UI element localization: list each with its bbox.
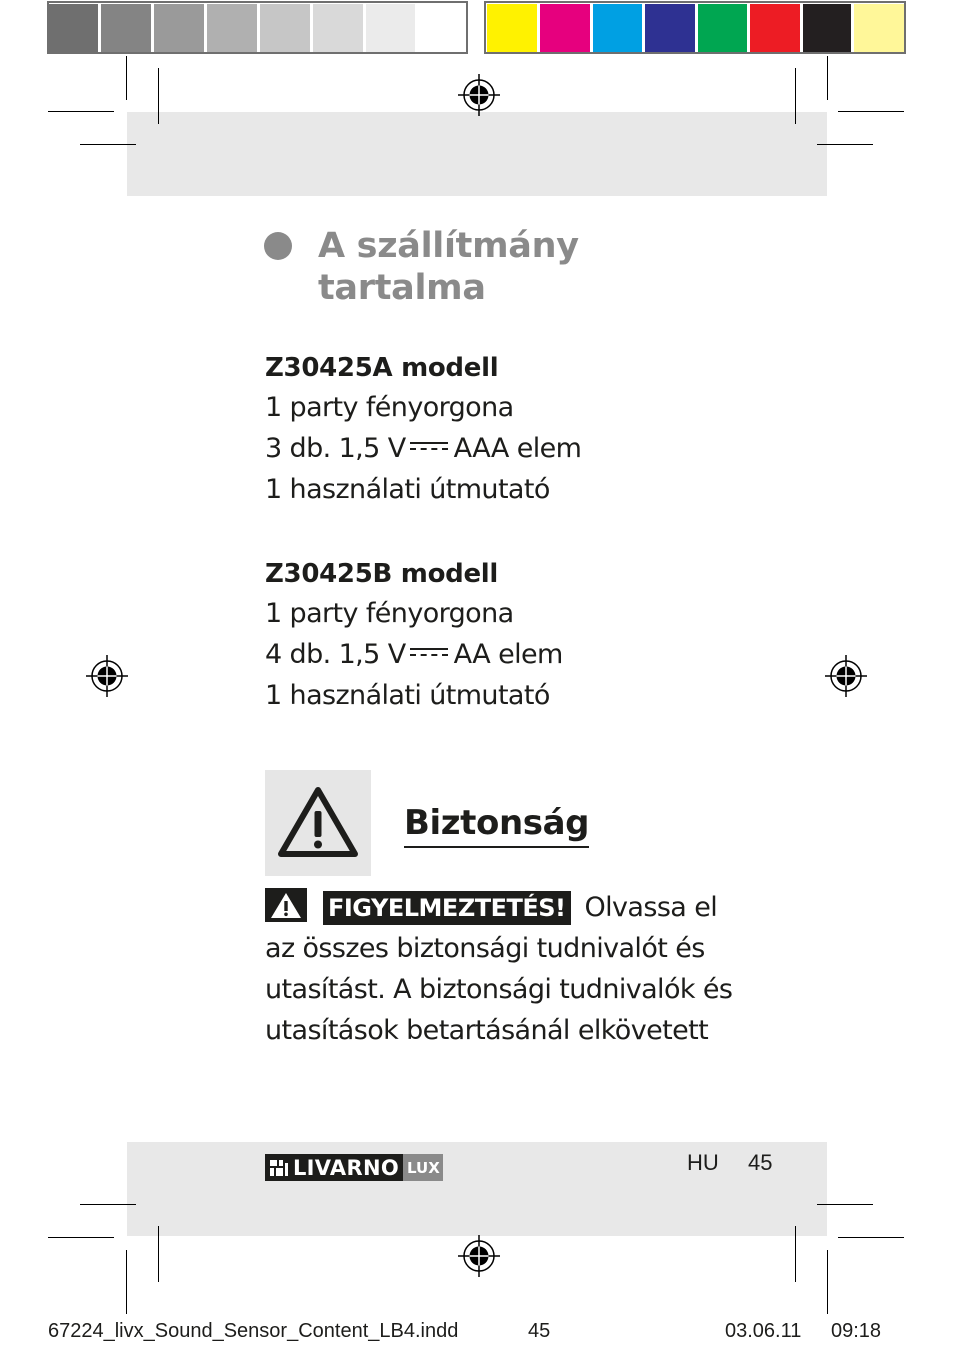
safety-title-text: Biztonság (404, 802, 589, 848)
blue-swatch (645, 4, 695, 52)
model-a-block (265, 352, 825, 510)
header-band (127, 112, 827, 196)
registration-mark-icon (458, 74, 500, 116)
model-a-item: 1 használati útmutató (265, 474, 550, 505)
model-b-item: 1 használati útmutató (265, 680, 550, 711)
slug-page: 45 (528, 1320, 551, 1342)
model-a-item: 1 party fényorgona (265, 392, 514, 423)
brand-name: LIVARNO (293, 1155, 399, 1180)
section-title-contents (318, 225, 778, 309)
registration-mark-icon (825, 655, 867, 697)
light-yellow-swatch (854, 4, 904, 52)
gray-swatch (260, 4, 310, 52)
safety-line (265, 887, 865, 928)
safety-line1-text: Olvassa el (584, 892, 718, 923)
dc-symbol-icon (408, 643, 448, 665)
gray-swatch (49, 4, 98, 52)
dc-symbol-icon (408, 437, 448, 459)
footer-page-number: 45 (748, 1150, 773, 1175)
brand-logo-sub (403, 1154, 443, 1181)
brand-logo-main (265, 1154, 403, 1181)
gray-swatch (418, 4, 466, 52)
brand-grid-icon (270, 1160, 288, 1176)
warning-label: FIGYELMEZTETÉS! (323, 891, 571, 925)
black-swatch (803, 4, 851, 52)
gray-swatch (366, 4, 415, 52)
yellow-swatch (487, 4, 537, 52)
magenta-swatch (540, 4, 590, 52)
slug-date: 03.06.11 (725, 1320, 802, 1342)
battery-qty-text: 3 db. 1,5 V (265, 433, 406, 464)
brand-sub: LUX (406, 1158, 440, 1177)
registration-mark-icon (458, 1235, 500, 1277)
gray-swatch (207, 4, 257, 52)
safety-warning-box (265, 770, 371, 876)
safety-title (404, 802, 589, 848)
safety-line: utasítást. A biztonsági tudnivalók és (265, 974, 733, 1005)
model-b-item (265, 634, 825, 675)
battery-type-text: AA elem (453, 639, 563, 670)
section-title-line: tartalma (318, 268, 486, 308)
brand-logo (265, 1154, 443, 1181)
safety-line: utasítások betartásánál elkövetett (265, 1015, 709, 1046)
slug-time: 09:18 (831, 1320, 882, 1342)
footer-band (127, 1142, 827, 1236)
gray-swatch (101, 4, 151, 52)
green-swatch (698, 4, 747, 52)
warning-small-icon (265, 888, 307, 922)
warning-triangle-icon (265, 770, 371, 876)
footer-lang: HU (687, 1150, 719, 1175)
slug-filename: 67224_livx_Sound_Sensor_Content_LB4.indd (48, 1320, 459, 1342)
battery-qty-text: 4 db. 1,5 V (265, 639, 406, 670)
gray-swatch (154, 4, 204, 52)
section-bullet-icon (264, 232, 292, 260)
section-title-line: A szállítmány (318, 226, 579, 266)
red-swatch (750, 4, 800, 52)
registration-mark-icon (86, 655, 128, 697)
model-b-heading: Z30425B modell (265, 559, 498, 589)
cyan-swatch (593, 4, 642, 52)
model-b-block (265, 558, 825, 716)
battery-type-text: AAA elem (453, 433, 582, 464)
gray-swatch (313, 4, 363, 52)
model-b-item: 1 party fényorgona (265, 598, 514, 629)
model-a-item (265, 428, 825, 469)
safety-paragraph (265, 887, 865, 1051)
safety-line: az összes biztonsági tudnivalót és (265, 933, 705, 964)
model-a-heading: Z30425A modell (265, 353, 499, 383)
